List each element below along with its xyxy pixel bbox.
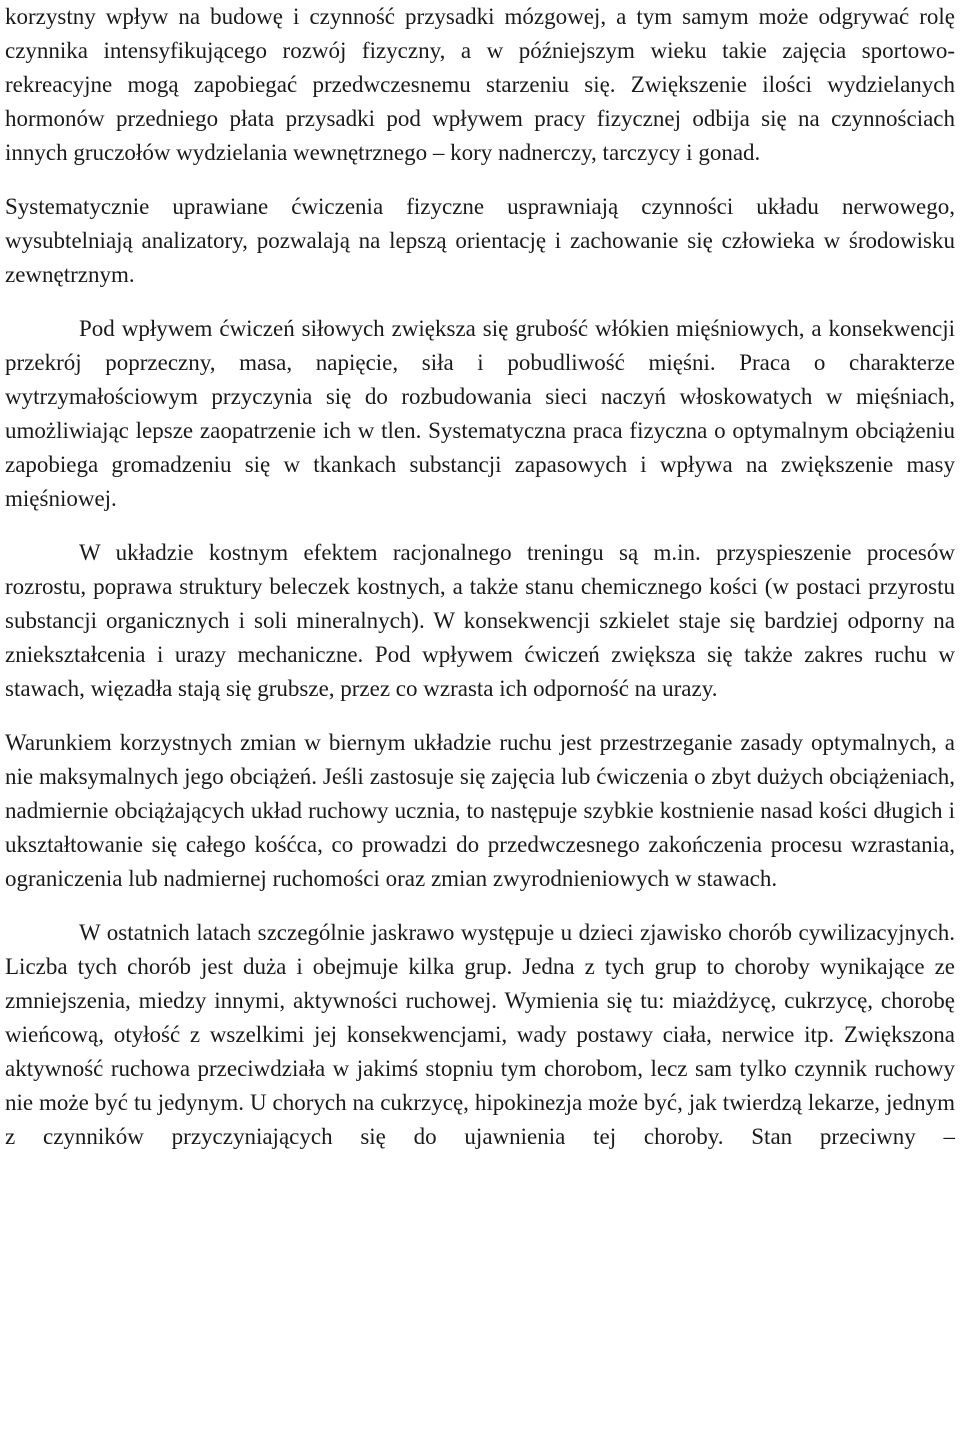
paragraph-load-principle: Warunkiem korzystnych zmian w biernym układzie ruchu jest przestrzeganie zasady optymalnych, a nie maksymalnych jego obciążeń. Jeśli zastosuje się zajęcia lub ćwiczenia o zbyt dużych obciążeniach, nadmiernie obciążających układ ruchowy ucznia, to następuje szybkie kostnienie nasad kości długich i ukształtowanie się całego kośćca, co prowadzi do przedwczesnego zakończenia procesu wzrastania, ograniczenia lub nadmiernej ruchomości oraz zmian zwyrodnieniowych w stawach. [5,730,955,891]
paragraph-nervous-system: Systematycznie uprawiane ćwiczenia fizyczne usprawniają czynności układu nerwowego, wysubtelniają analizatory, pozwalają na lepszą orientację i zachowanie się człowieka w środowisku zewnętrznym. [5,194,955,287]
paragraph-muscles: Pod wpływem ćwiczeń siłowych zwiększa się grubość włókien mięśniowych, a konsekwencji przekrój poprzeczny, masa, napięcie, siła i pobudliwość mięśni. Praca o charakterze wytrzymałościowym przyczynia się do rozbudowania sieci naczyń włoskowatych w mięśniach, umożliwiając lepsze zaopatrzenie ich w tlen. Systematyczna praca fizyczna o optymalnym obciążeniu zapobiega gromadzeniu się w tkankach substancji zapasowych i wpływa na zwiększenie masy mięśniowej. [5,316,955,511]
document-page [5,0,955,1154]
paragraph-hormones: korzystny wpływ na budowę i czynność przysadki mózgowej, a tym samym może odgrywać rolę czynnika intensyfikującego rozwój fizyczny, a w późniejszym wieku takie zajęcia sportowo-rekreacyjne mogą zapobiegać przedwczesnemu starzeniu się. Zwiększenie ilości wydzielanych hormonów przedniego płata przysadki pod wpływem pracy fizycznej odbija się na czynnościach innych gruczołów wydzielania wewnętrznego – kory nadnerczy, tarczycy i gonad. [5,4,955,165]
paragraph-skeleton: W układzie kostnym efektem racjonalnego treningu są m.in. przyspieszenie procesów rozrostu, poprawa struktury beleczek kostnych, a także stanu chemicznego kości (w postaci przyrostu substancji organicznych i soli mineralnych). W konsekwencji szkielet staje się bardziej odporny na zniekształcenia i urazy mechaniczne. Pod wpływem ćwiczeń zwiększa się także zakres ruchu w stawach, więzadła stają się grubsze, przez co wzrasta ich odporność na urazy. [5,540,955,701]
paragraph-civilization-diseases: W ostatnich latach szczególnie jaskrawo występuje u dzieci zjawisko chorób cywilizacyjnych. Liczba tych chorób jest duża i obejmuje kilka grup. Jedna z tych grup to choroby wynikające ze zmniejszenia, miedzy innymi, aktywności ruchowej. Wymienia się tu: miażdżycę, cukrzycę, chorobę wieńcową, otyłość z wszelkimi jej konsekwencjami, wady postawy ciała, nerwice itp. Zwiększona aktywność ruchowa przeciwdziała w jakimś stopniu tym chorobom, lecz sam tylko czynnik ruchowy nie może być tu jedynym. U chorych na cukrzycę, hipokinezja może być, jak twierdzą lekarze, jednym z czynników przyczyniających się do ujawnienia tej choroby. Stan przeciwny – [5,920,955,1149]
